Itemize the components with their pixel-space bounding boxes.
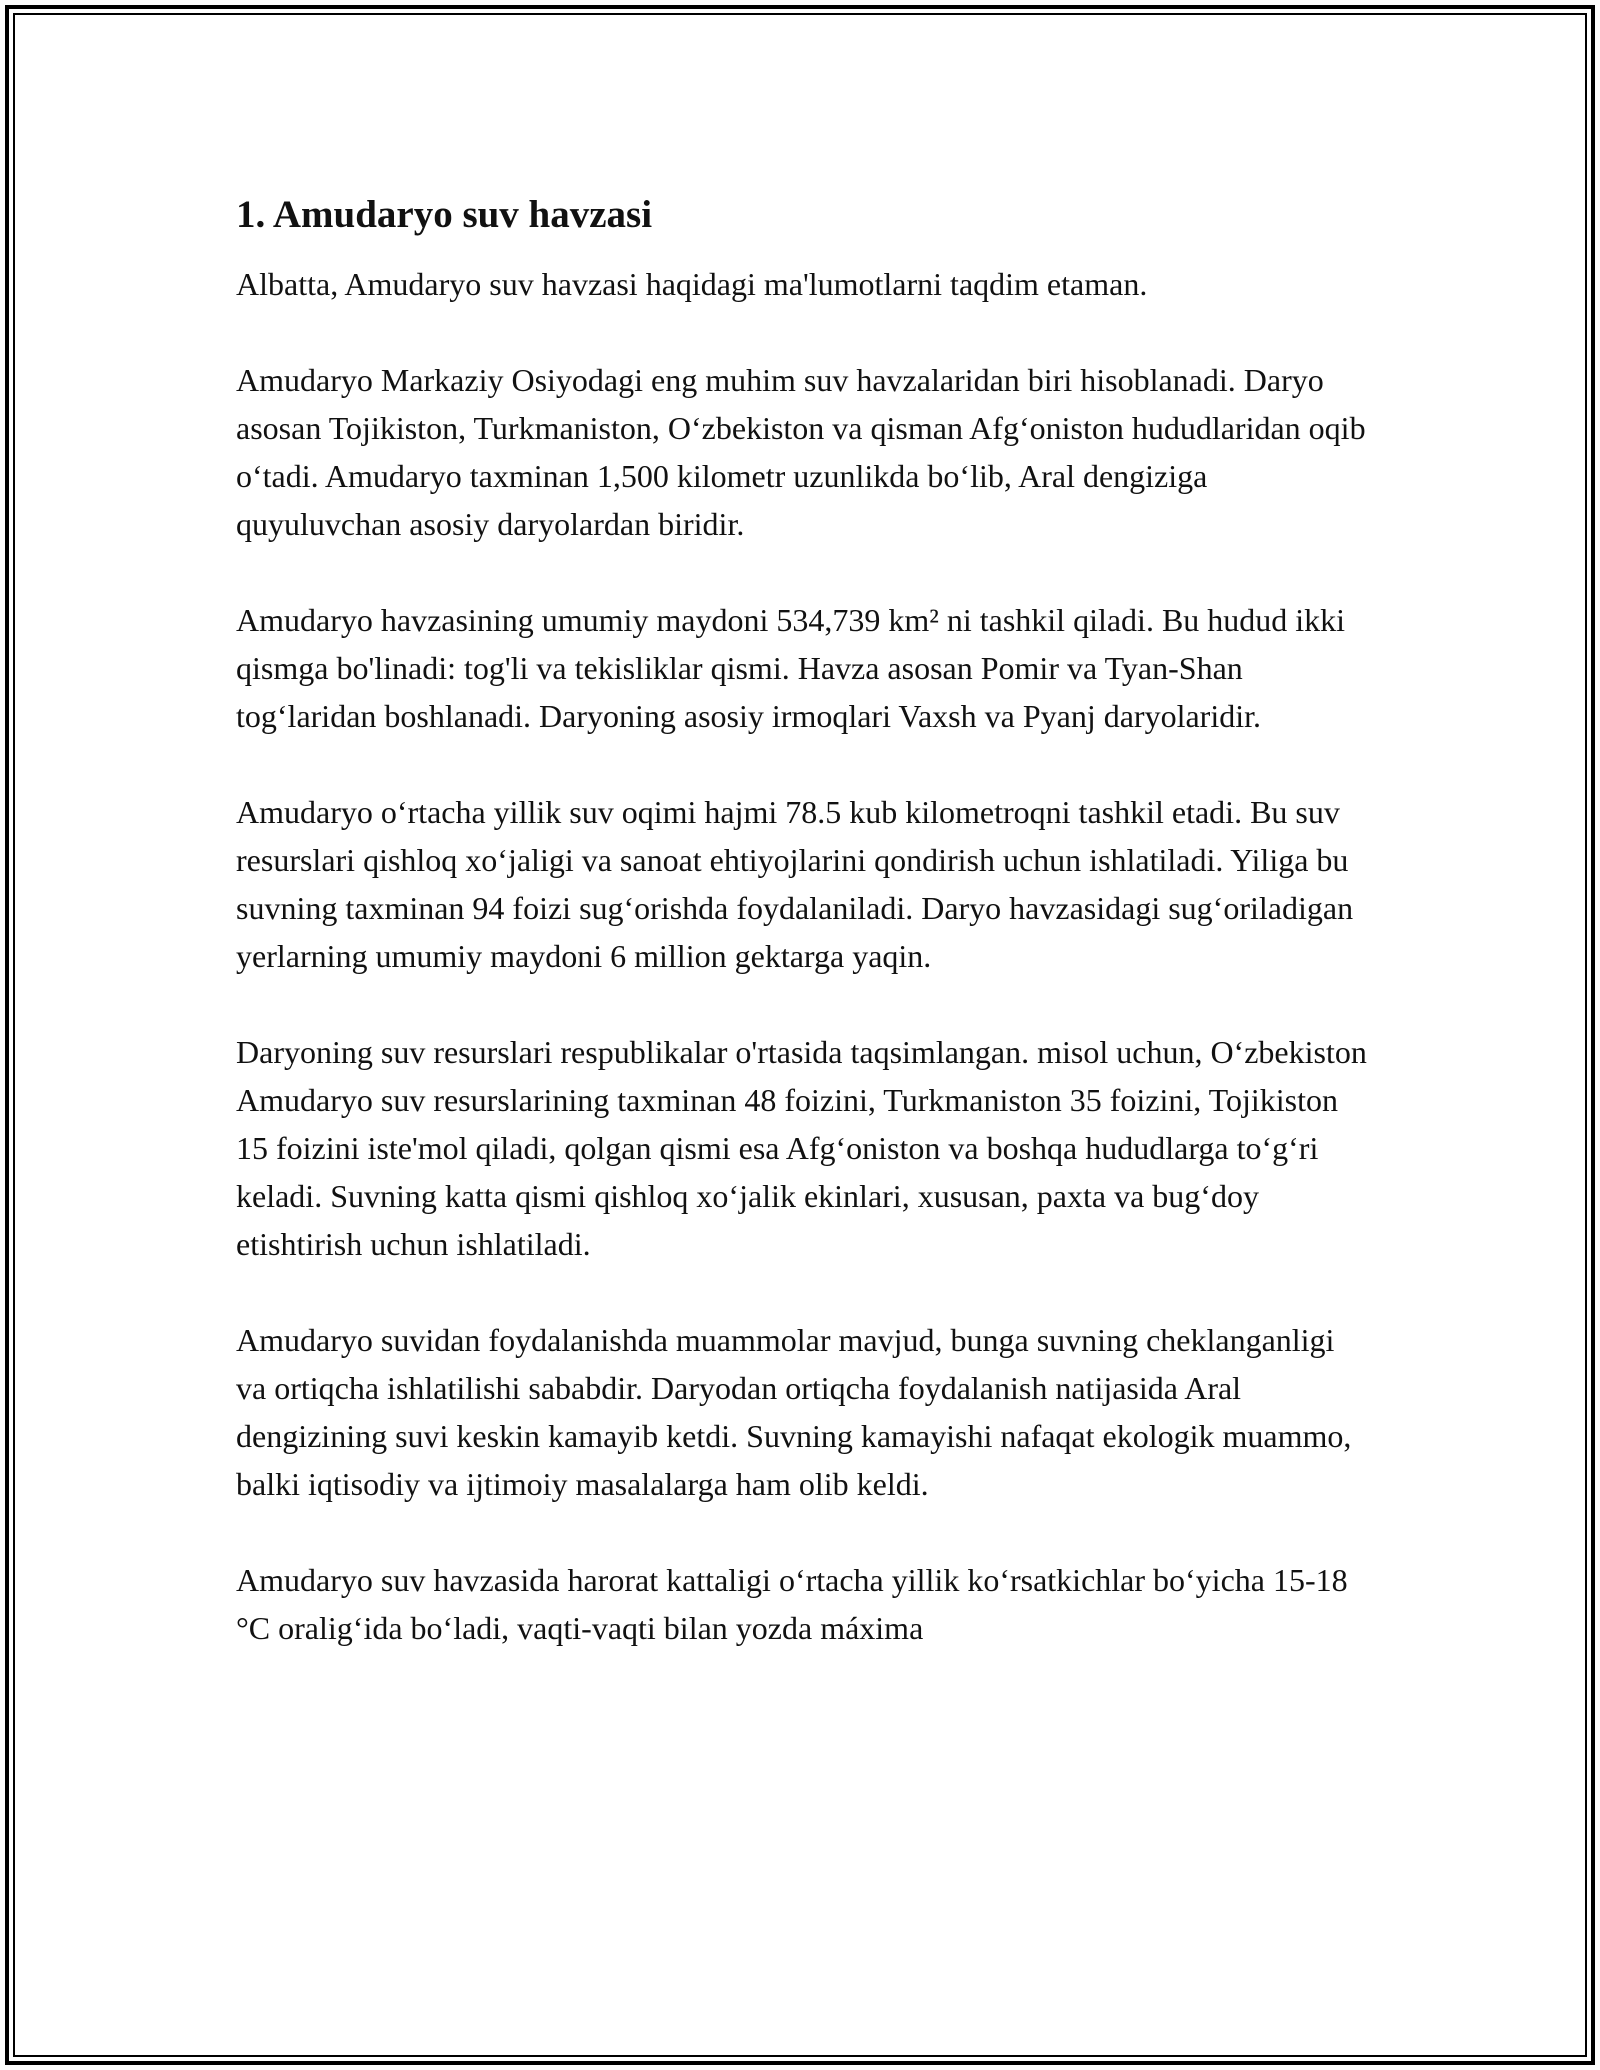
basin-area-paragraph: Amudaryo havzasining umumiy maydoni 534,739 km² ni tashkil qiladi. Bu hudud ikki qismga bo'linadi: tog'li va tekisliklar qismi. Havza asosan Pomir va Tyan-Shan tog‘laridan boshlanadi. Daryoning asosiy irmoqlari Vaxsh va Pyanj daryolaridir. <box>236 602 1346 734</box>
document-body <box>236 184 1368 1652</box>
water-distribution-paragraph: Daryoning suv resurslari respublikalar o'rtasida taqsimlangan. misol uchun, O‘zbekiston Amudaryo suv resurslarining taxminan 48 foizini, Turkmaniston 35 foizini, Tojikiston 15 foizini iste'mol qiladi, qolgan qismi esa Afg‘oniston va boshqa hududlarga to‘g‘ri keladi. Suvning katta qismi qishloq xo‘jalik ekinlari, xususan, paxta va bug‘doy etishtirish uchun ishlatiladi. <box>236 1034 1367 1262</box>
section-heading: 1. Amudaryo suv havzasi <box>236 193 653 236</box>
temperature-paragraph: Amudaryo suv havzasida harorat kattaligi o‘rtacha yillik ko‘rsatkichlar bo‘yicha 15-18 °C oralig‘ida bo‘ladi, vaqti-vaqti bilan yozda máxima <box>236 1562 1348 1646</box>
overview-paragraph: Amudaryo Markaziy Osiyodagi eng muhim suv havzalaridan biri hisoblanadi. Daryo asosan Tojikiston, Turkmaniston, O‘zbekiston va qisman Afg‘oniston hududlaridan oqib o‘tadi. Amudaryo taxminan 1,500 kilometr uzunlikda bo‘lib, Aral dengiziga quyuluvchan asosiy daryolardan biridir. <box>236 362 1366 542</box>
intro-paragraph: Albatta, Amudaryo suv havzasi haqidagi ma'lumotlarni taqdim etaman. <box>236 266 1148 302</box>
water-flow-paragraph: Amudaryo o‘rtacha yillik suv oqimi hajmi 78.5 kub kilometroqni tashkil etadi. Bu suv resurslari qishloq xo‘jaligi va sanoat ehtiyojlarini qondirish uchun ishlatiladi. Yiliga bu suvning taxminan 94 foizi sug‘orishda foydalaniladi. Daryo havzasidagi sug‘oriladigan yerlarning umumiy maydoni 6 million gektarga yaqin. <box>236 794 1354 974</box>
problems-paragraph: Amudaryo suvidan foydalanishda muammolar mavjud, bunga suvning cheklanganligi va ortiqcha ishlatilishi sababdir. Daryodan ortiqcha foydalanish natijasida Aral dengizining suvi keskin kamayib ketdi. Suvning kamayishi nafaqat ekologik muammo, balki iqtisodiy va ijtimoiy masalalarga ham olib keldi. <box>236 1322 1352 1502</box>
